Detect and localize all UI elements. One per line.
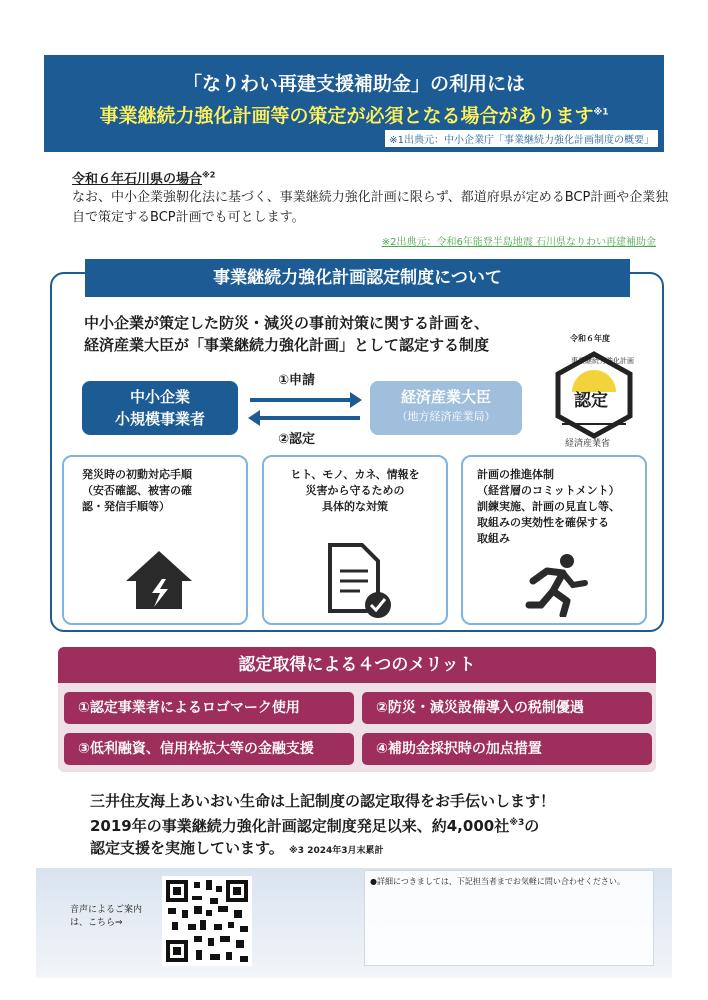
section-title: 事業継続力強化計画認定制度について bbox=[85, 259, 630, 297]
contact-note: ●詳細につきましては、下記担当者までお気軽に問い合わせください。 bbox=[370, 877, 625, 886]
minister-pill: 経済産業大臣 （地方経済産業局） bbox=[370, 381, 522, 435]
seal-ministry: 経済産業省 bbox=[565, 439, 611, 449]
voice-guide-text: 音声によるご案内 は、こちら⇒ bbox=[70, 905, 143, 928]
card-implementation-system: 計画の推進体制 （経営層のコミットメント） 訓練実施、計画の見直し等、 取組みの実効性を確保する 取組み bbox=[461, 455, 647, 625]
ishikawa-source: ※2出典元：令和6年能登半島地震 石川県なりわい再建補助金 bbox=[381, 237, 656, 248]
running-person-icon bbox=[523, 553, 593, 617]
application-arrows bbox=[246, 388, 364, 432]
house-crack-icon bbox=[124, 549, 194, 611]
banner-footnote-marker: ※1 bbox=[593, 107, 609, 118]
banner-title: 「なりわい再建支援補助金」の利用には bbox=[182, 73, 525, 95]
seal-label: 認定 bbox=[574, 391, 608, 411]
sme-pill: 中小企業 小規模事業者 bbox=[82, 381, 238, 435]
merits-title: 認定取得による４つのメリット bbox=[58, 647, 656, 683]
banner-source: ※1出典元：中小企業庁「事業継続力強化計画制度の概要」 bbox=[385, 130, 658, 147]
header-banner bbox=[44, 55, 664, 152]
qr-code-icon[interactable] bbox=[162, 876, 252, 966]
seal-year: 令和６年度 bbox=[570, 334, 610, 343]
qr-code[interactable] bbox=[162, 876, 252, 966]
seal-arc-text: 事業継続力強化計画 bbox=[571, 357, 634, 365]
document-check-icon bbox=[322, 541, 396, 621]
ishikawa-heading: 令和６年石川県の場合$^{※2}$ bbox=[72, 170, 216, 187]
section-description: 中小企業が策定した防災・減災の事前対策に関する計画を、 経済産業大臣が「事業継続力強化計画」として認定する制度 bbox=[84, 314, 490, 354]
closing-message: 三井住友海上あいおい生命は上記制度の認定取得をお手伝いします！ 2019年の事業継続力強化計画認定制度発足以来、約4,000社$^{※3}$の 認定支援を実施しています。 ※3 2024年3月末累計 bbox=[90, 792, 556, 857]
certify-label: ②認定 bbox=[278, 432, 316, 447]
card-protection-measures: ヒト、モノ、カネ、情報を 災害から守るための 具体的な対策 bbox=[262, 455, 448, 625]
arrows-icon bbox=[246, 388, 364, 428]
ishikawa-body: なお、中小企業強靭化法に基づく、事業継続力強化計画に限らず、都道府県が定めるBCP計画や企業独自で策定するBCP計画でも可とします。 bbox=[72, 190, 669, 225]
card-initial-response: 発災時の初動対応手順 （安否確認、被害の確 認・発信手順等） bbox=[62, 455, 248, 625]
apply-label: ①申請 bbox=[278, 373, 316, 388]
banner-subtitle: 事業継続力強化計画等の策定が必須となる場合があります$^{※1}$ bbox=[99, 105, 609, 127]
merit-item: ③低利融資、信用枠拡大等の金融支援 bbox=[64, 733, 354, 765]
merit-item: ②防災・減災設備導入の税制優遇 bbox=[362, 692, 652, 724]
merit-item: ④補助金採択時の加点措置 bbox=[362, 733, 652, 765]
merit-item: ①認定事業者によるロゴマーク使用 bbox=[64, 692, 354, 724]
